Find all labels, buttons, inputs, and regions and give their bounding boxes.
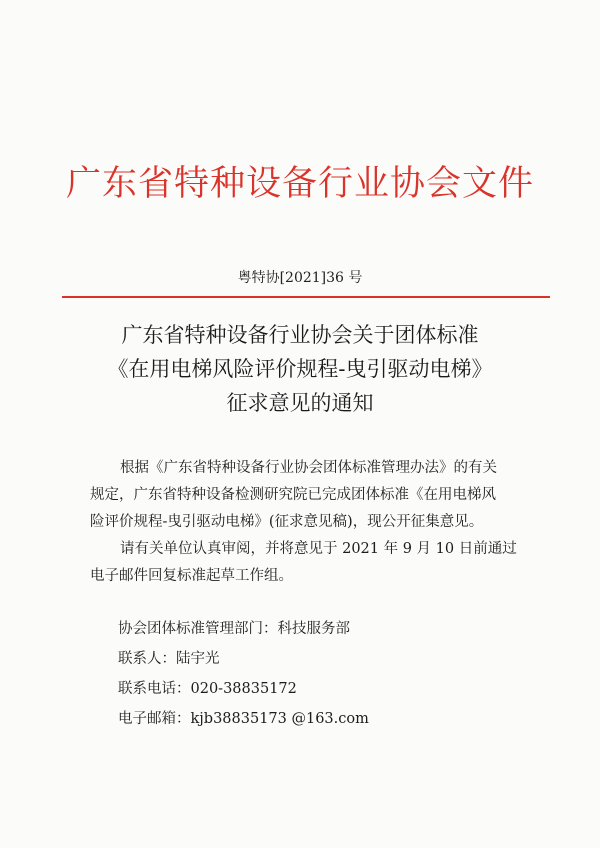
notice-body — [90, 455, 540, 590]
contact-email: 电子邮箱：kjb38835173 @163.com — [118, 711, 369, 727]
body-paragraph-2-line-2: 电子邮件回复标准起草工作组。 — [90, 568, 293, 584]
contact-phone: 联系电话：020-38835172 — [118, 681, 297, 697]
body-paragraph-1-line-3: 险评价规程-曳引驱动电梯》(征求意见稿)，现公开征集意见。 — [90, 514, 484, 530]
notice-title-line-2: 《在用电梯风险评价规程-曳引驱动电梯》 — [107, 357, 493, 381]
body-paragraph-1-line-2: 规定，广东省特种设备检测研究院已完成团体标准《在用电梯风 — [90, 487, 496, 503]
contact-block — [118, 614, 369, 734]
contact-department: 协会团体标准管理部门：科技服务部 — [118, 621, 350, 637]
notice-title-line-3: 征求意见的通知 — [226, 391, 374, 415]
body-paragraph-1-line-1: 根据《广东省特种设备行业协会团体标准管理办法》的有关 — [120, 460, 497, 476]
contact-person: 联系人：陆宇光 — [118, 651, 220, 667]
document-number: 粤特协[2021]36 号 — [237, 270, 363, 286]
red-divider — [62, 296, 550, 298]
body-paragraph-2-line-1: 请有关单位认真审阅，并将意见于 2021 年 9 月 10 日前通过 — [120, 541, 517, 557]
notice-title — [0, 318, 600, 420]
notice-title-line-1: 广东省特种设备行业协会关于团体标准 — [121, 323, 479, 347]
masthead-title: 广东省特种设备行业协会文件 — [65, 164, 534, 204]
